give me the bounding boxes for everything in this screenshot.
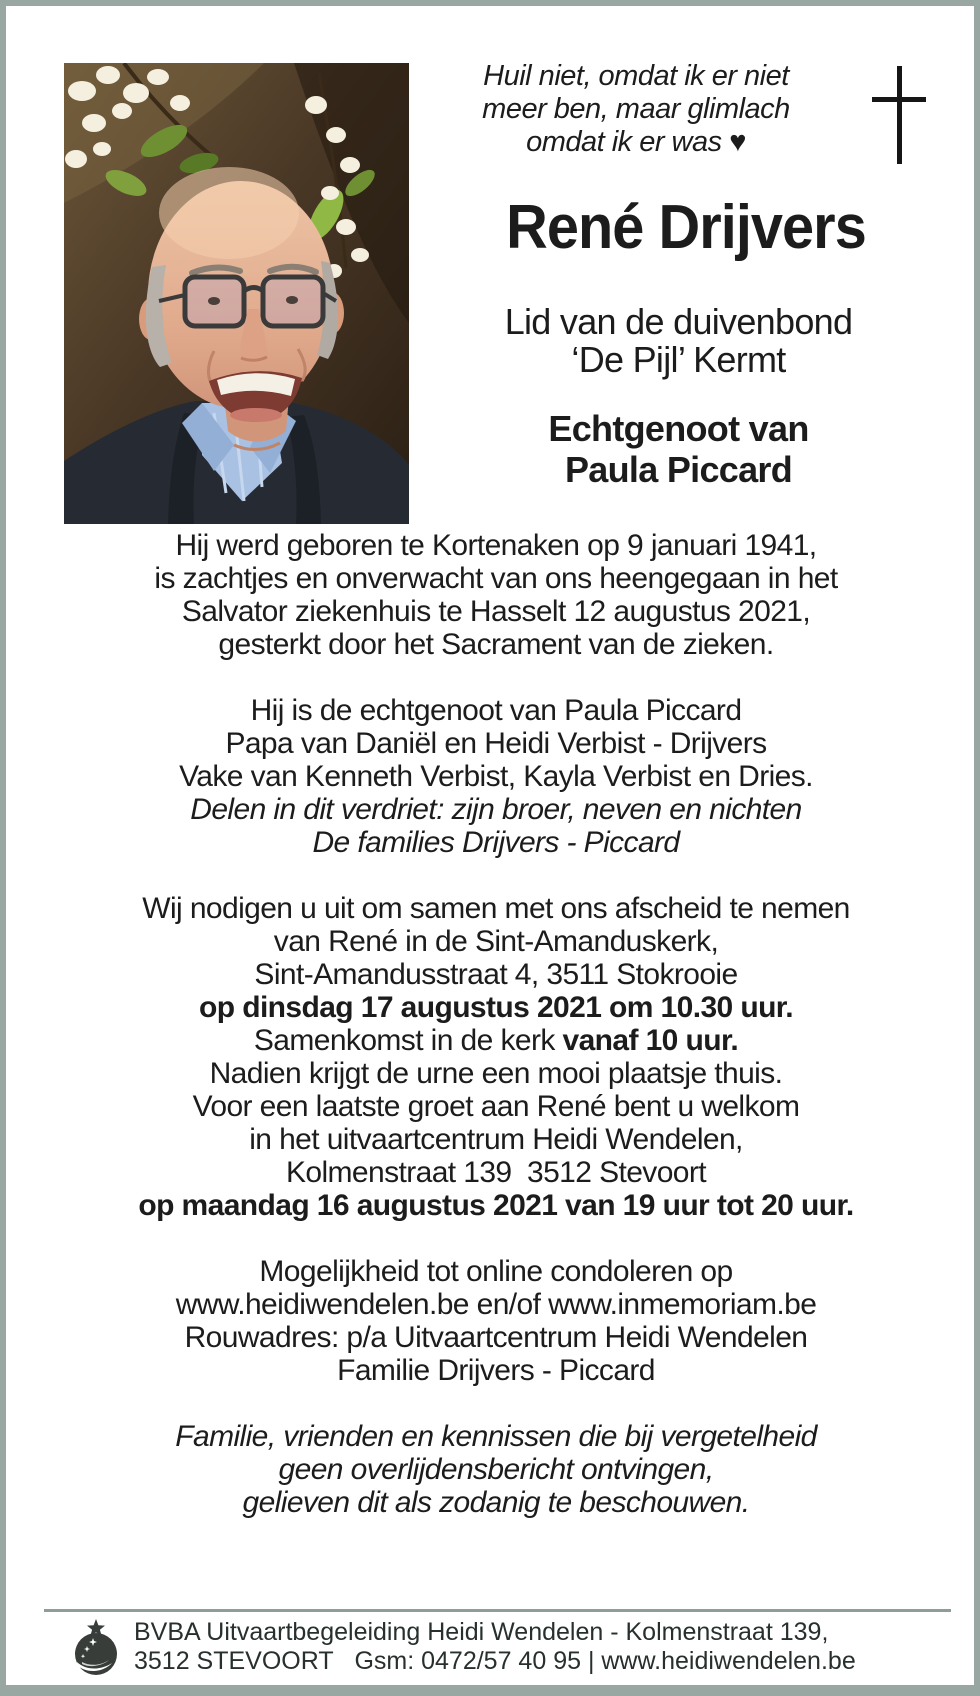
body-line: Familie, vrienden en kennissen die bij vergetelheid (175, 1420, 817, 1453)
body-line: Voor een laatste groet aan René bent u welkom (192, 1090, 800, 1123)
body-paragraph (32, 892, 960, 1222)
funeral-home-details (134, 1618, 964, 1676)
body-line: is zachtjes en onverwacht van ons heengegaan in het (154, 562, 838, 595)
body-line: Vake van Kenneth Verbist, Kayla Verbist en Dries. (179, 760, 813, 793)
star-and-wave-logo (70, 1618, 122, 1678)
funeral-home-logo-icon (70, 1618, 122, 1678)
body-line: Delen in dit verdriet: zijn broer, neven en nichten (190, 793, 802, 826)
body-line: op dinsdag 17 augustus 2021 om 10.30 uur. (199, 991, 793, 1024)
cross-horizontal-bar (872, 97, 926, 102)
body-line: www.heidiwendelen.be en/of www.inmemoriam.be (175, 1288, 817, 1321)
body-line: Samenkomst in de kerk vanaf 10 uur. (253, 1024, 739, 1057)
portrait-photo (64, 63, 409, 524)
body-line: geen overlijdensbericht ontvingen, (278, 1453, 714, 1486)
quote-line: omdat ik er was ♥ (526, 126, 746, 158)
body-line: Hij werd geboren te Kortenaken op 9 januari 1941, (175, 529, 817, 562)
funeral-home-address-line: BVBA Uitvaartbegeleiding Heidi Wendelen - Kolmenstraat 139, (134, 1618, 829, 1646)
body-line: De families Drijvers - Piccard (312, 826, 680, 859)
funeral-home-contact-line: 3512 STEVOORT Gsm: 0472/57 40 95 | www.heidiwendelen.be (134, 1647, 856, 1675)
body-line: Rouwadres: p/a Uitvaartcentrum Heidi Wendelen (184, 1321, 808, 1354)
body-line: Papa van Daniël en Heidi Verbist - Drijvers (225, 727, 767, 760)
quote-line: Huil niet, omdat ik er niet (483, 60, 789, 92)
spouse-line: Echtgenoot van (548, 408, 809, 449)
body-paragraph (32, 1420, 960, 1519)
body-line: Sint-Amandusstraat 4, 3511 Stokrooie (254, 958, 738, 991)
body-line: Kolmenstraat 139 3512 Stevoort (285, 1156, 706, 1189)
body-line: gesterkt door het Sacrament van de zieken. (218, 628, 774, 661)
quote-block (416, 60, 856, 159)
cross-vertical-bar (897, 66, 902, 164)
spouse-block (426, 408, 931, 490)
body-line: Salvator ziekenhuis te Hasselt 12 augustus 2021, (181, 595, 811, 628)
body-line: op maandag 16 augustus 2021 van 19 uur tot 20 uur. (138, 1189, 854, 1222)
cross-icon (872, 66, 926, 164)
spouse-line: Paula Piccard (564, 449, 793, 490)
body-line: Wij nodigen u uit om samen met ons afscheid te nemen (142, 892, 850, 925)
body-paragraph (32, 1255, 960, 1387)
body-line: Hij is de echtgenoot van Paula Piccard (250, 694, 742, 727)
body-line: Mogelijkheid tot online condoleren op (259, 1255, 733, 1288)
body-line: van René in de Sint-Amanduskerk, (273, 925, 719, 958)
quote-line: meer ben, maar glimlach (482, 93, 790, 125)
membership-line: ‘De Pijl’ Kermt (571, 339, 786, 380)
portrait-illustration (64, 63, 409, 524)
membership-line: Lid van de duivenbond (504, 301, 853, 342)
body-line: gelieven dit als zodanig te beschouwen. (242, 1486, 750, 1519)
body-line: in het uitvaartcentrum Heidi Wendelen, (249, 1123, 743, 1156)
announcement-text (32, 529, 960, 1519)
body-paragraph (32, 529, 960, 661)
footer-separator-line (44, 1609, 951, 1612)
page-title: René Drijvers (506, 193, 866, 262)
membership-block (426, 303, 931, 379)
body-paragraph (32, 694, 960, 859)
body-line: Familie Drijvers - Piccard (337, 1354, 655, 1387)
body-line: Nadien krijgt de urne een mooi plaatsje thuis. (209, 1057, 783, 1090)
